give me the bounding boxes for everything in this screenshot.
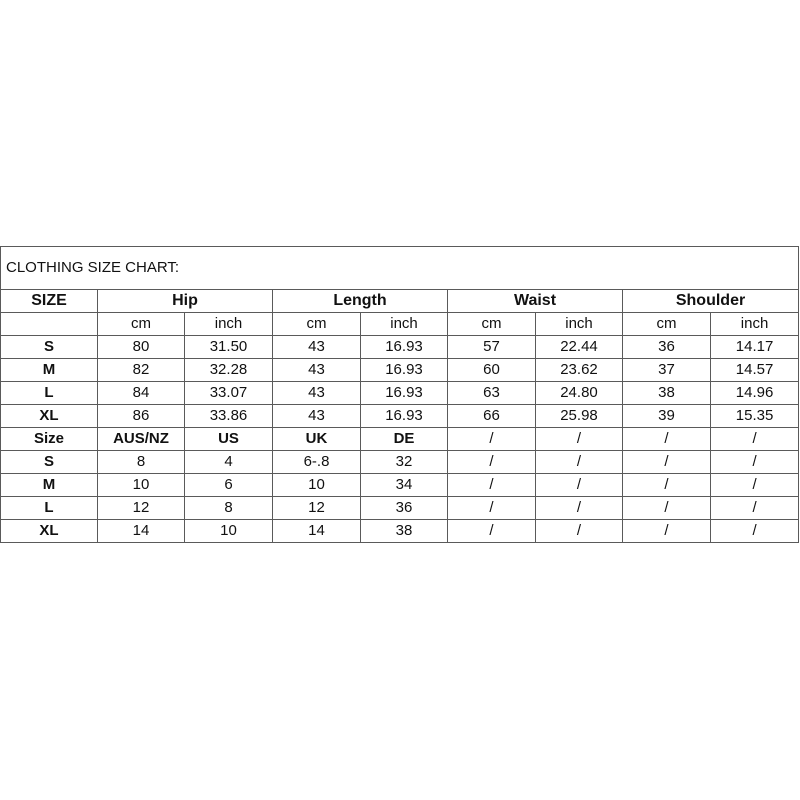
measurement-cell: 24.80 bbox=[536, 382, 623, 405]
conversion-cell: / bbox=[711, 451, 799, 474]
conversion-cell: / bbox=[536, 497, 623, 520]
conversion-header-uk: UK bbox=[273, 428, 361, 451]
conversion-cell: / bbox=[623, 497, 711, 520]
group-header-hip: Hip bbox=[98, 290, 273, 313]
measurement-cell: 60 bbox=[448, 359, 536, 382]
measurement-cell: 37 bbox=[623, 359, 711, 382]
conversion-cell: 32 bbox=[361, 451, 448, 474]
measurement-cell: 33.86 bbox=[185, 405, 273, 428]
conversion-header-slash: / bbox=[711, 428, 799, 451]
title-row bbox=[1, 247, 799, 290]
conversion-header-slash: / bbox=[536, 428, 623, 451]
measurement-cell: 22.44 bbox=[536, 336, 623, 359]
unit-header-cell: cm bbox=[98, 313, 185, 336]
unit-header-cell: inch bbox=[536, 313, 623, 336]
conversion-header-aus-nz: AUS/NZ bbox=[98, 428, 185, 451]
conversion-cell: / bbox=[536, 474, 623, 497]
chart-title: CLOTHING SIZE CHART: bbox=[1, 247, 799, 290]
size-label: L bbox=[1, 382, 98, 405]
size-chart-table bbox=[0, 246, 799, 543]
unit-header-cell: cm bbox=[273, 313, 361, 336]
measurement-row bbox=[1, 405, 799, 428]
size-label: L bbox=[1, 497, 98, 520]
conversion-header-us: US bbox=[185, 428, 273, 451]
conversion-header-de: DE bbox=[361, 428, 448, 451]
measurement-cell: 31.50 bbox=[185, 336, 273, 359]
size-label: M bbox=[1, 474, 98, 497]
conversion-row bbox=[1, 474, 799, 497]
conversion-cell: / bbox=[711, 474, 799, 497]
measurement-cell: 14.96 bbox=[711, 382, 799, 405]
conversion-cell: / bbox=[536, 520, 623, 543]
measurement-cell: 16.93 bbox=[361, 382, 448, 405]
conversion-cell: 6-.8 bbox=[273, 451, 361, 474]
measurement-cell: 14.17 bbox=[711, 336, 799, 359]
group-header-shoulder: Shoulder bbox=[623, 290, 799, 313]
size-label: S bbox=[1, 451, 98, 474]
conversion-cell: 12 bbox=[273, 497, 361, 520]
measurement-cell: 16.93 bbox=[361, 405, 448, 428]
measurement-cell: 66 bbox=[448, 405, 536, 428]
conversion-cell: 10 bbox=[185, 520, 273, 543]
group-header-waist: Waist bbox=[448, 290, 623, 313]
measurement-cell: 84 bbox=[98, 382, 185, 405]
unit-header-cell: inch bbox=[185, 313, 273, 336]
measurement-cell: 39 bbox=[623, 405, 711, 428]
conversion-header-slash: / bbox=[623, 428, 711, 451]
unit-header-row bbox=[1, 313, 799, 336]
unit-header-blank bbox=[1, 313, 98, 336]
measurement-cell: 33.07 bbox=[185, 382, 273, 405]
conversion-cell: / bbox=[623, 451, 711, 474]
measurement-cell: 32.28 bbox=[185, 359, 273, 382]
unit-header-cell: inch bbox=[711, 313, 799, 336]
unit-header-cell: inch bbox=[361, 313, 448, 336]
conversion-cell: 14 bbox=[98, 520, 185, 543]
unit-header-cell: cm bbox=[623, 313, 711, 336]
conversion-cell: 14 bbox=[273, 520, 361, 543]
conversion-cell: 34 bbox=[361, 474, 448, 497]
measurement-cell: 43 bbox=[273, 359, 361, 382]
conversion-cell: 12 bbox=[98, 497, 185, 520]
conversion-cell: 10 bbox=[98, 474, 185, 497]
conversion-row bbox=[1, 520, 799, 543]
measurement-cell: 23.62 bbox=[536, 359, 623, 382]
measurement-row bbox=[1, 359, 799, 382]
size-chart-body bbox=[1, 247, 799, 543]
measurement-cell: 38 bbox=[623, 382, 711, 405]
measurement-cell: 82 bbox=[98, 359, 185, 382]
size-column-header: SIZE bbox=[1, 290, 98, 313]
group-header-length: Length bbox=[273, 290, 448, 313]
conversion-cell: / bbox=[448, 520, 536, 543]
measurement-cell: 63 bbox=[448, 382, 536, 405]
size-label: S bbox=[1, 336, 98, 359]
measurement-cell: 43 bbox=[273, 382, 361, 405]
conversion-row bbox=[1, 497, 799, 520]
conversion-cell: / bbox=[448, 497, 536, 520]
conversion-cell: 8 bbox=[185, 497, 273, 520]
size-label: XL bbox=[1, 405, 98, 428]
measurement-cell: 25.98 bbox=[536, 405, 623, 428]
conversion-header-slash: / bbox=[448, 428, 536, 451]
conversion-size-header: Size bbox=[1, 428, 98, 451]
measurement-cell: 14.57 bbox=[711, 359, 799, 382]
conversion-cell: / bbox=[448, 451, 536, 474]
conversion-cell: 4 bbox=[185, 451, 273, 474]
conversion-cell: 10 bbox=[273, 474, 361, 497]
size-label: XL bbox=[1, 520, 98, 543]
size-label: M bbox=[1, 359, 98, 382]
conversion-cell: / bbox=[711, 497, 799, 520]
measurement-cell: 43 bbox=[273, 405, 361, 428]
conversion-cell: 6 bbox=[185, 474, 273, 497]
conversion-cell: / bbox=[448, 474, 536, 497]
measurement-cell: 15.35 bbox=[711, 405, 799, 428]
unit-header-cell: cm bbox=[448, 313, 536, 336]
conversion-cell: 38 bbox=[361, 520, 448, 543]
measurement-group-header-row bbox=[1, 290, 799, 313]
conversion-cell: / bbox=[623, 474, 711, 497]
measurement-cell: 16.93 bbox=[361, 336, 448, 359]
measurement-cell: 43 bbox=[273, 336, 361, 359]
conversion-cell: / bbox=[623, 520, 711, 543]
conversion-cell: / bbox=[711, 520, 799, 543]
conversion-cell: 36 bbox=[361, 497, 448, 520]
measurement-cell: 86 bbox=[98, 405, 185, 428]
measurement-cell: 36 bbox=[623, 336, 711, 359]
measurement-cell: 16.93 bbox=[361, 359, 448, 382]
conversion-row bbox=[1, 451, 799, 474]
measurement-cell: 57 bbox=[448, 336, 536, 359]
measurement-row bbox=[1, 382, 799, 405]
conversion-cell: 8 bbox=[98, 451, 185, 474]
conversion-cell: / bbox=[536, 451, 623, 474]
conversion-header-row bbox=[1, 428, 799, 451]
measurement-row bbox=[1, 336, 799, 359]
measurement-cell: 80 bbox=[98, 336, 185, 359]
